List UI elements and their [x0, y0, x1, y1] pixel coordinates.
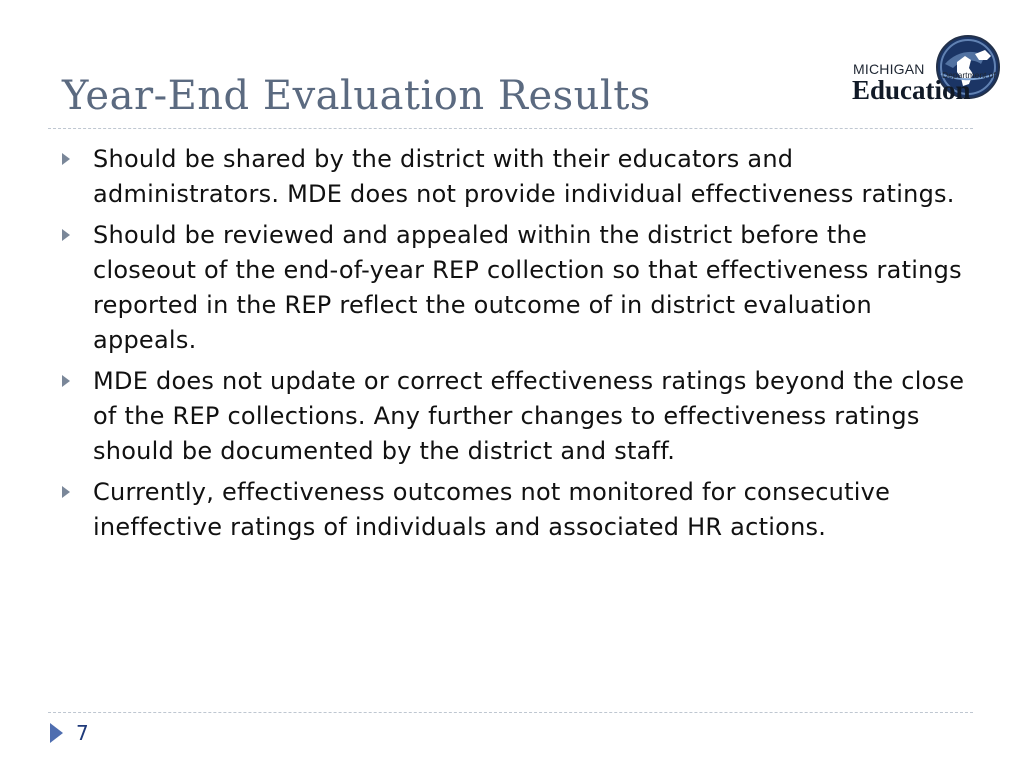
title-divider — [48, 128, 973, 129]
logo-department-text: Department of — [942, 70, 996, 80]
page-number: 7 — [76, 721, 89, 745]
bullet-text: Should be reviewed and appealed within the district before the closeout of the end-of-year REP collection so that effectiveness ratings reported in the REP reflect the outcome of in district evaluation appeals. — [93, 221, 962, 354]
logo-education-text: Education — [852, 75, 971, 105]
triangle-bullet-icon — [62, 153, 70, 165]
bullet-text: Should be shared by the district with their educators and administrators. MDE does not provide individual effectiveness ratings. — [93, 145, 955, 208]
list-item — [62, 218, 972, 358]
list-item — [62, 364, 972, 469]
bullet-text: MDE does not update or correct effectiveness ratings beyond the close of the REP collections. Any further changes to effectiveness ratings should be documented by the district and staff. — [93, 367, 965, 465]
footer-divider — [48, 712, 973, 713]
triangle-bullet-icon — [62, 375, 70, 387]
triangle-bullet-icon — [62, 229, 70, 241]
triangle-bullet-icon — [62, 486, 70, 498]
logo-michigan-text: MICHIGAN — [853, 61, 925, 77]
slide-title: Year-End Evaluation Results — [62, 73, 651, 119]
michigan-department-of-education-logo — [850, 34, 1000, 108]
list-item — [62, 142, 972, 212]
footer-arrow-icon — [50, 723, 63, 743]
bullet-text: Currently, effectiveness outcomes not monitored for consecutive ineffective ratings of individuals and associated HR actions. — [93, 478, 891, 541]
bullet-list — [62, 142, 972, 551]
list-item — [62, 475, 972, 545]
